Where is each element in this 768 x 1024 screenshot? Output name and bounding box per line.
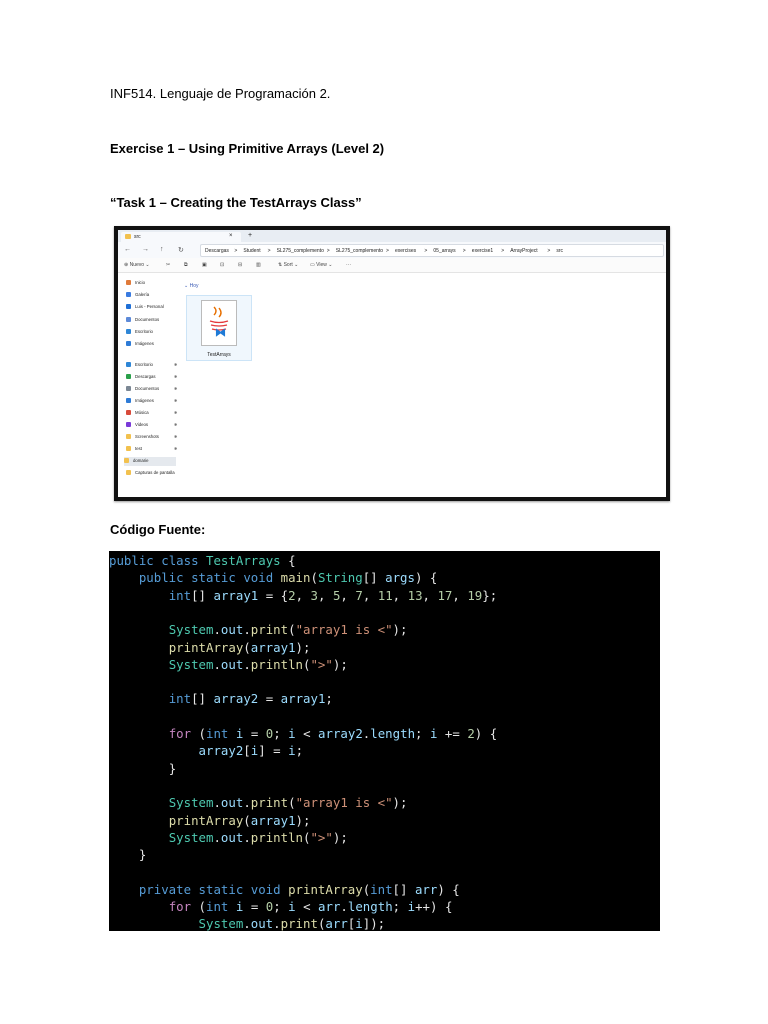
breadcrumb-item[interactable]: exercise1 (471, 248, 494, 254)
pictures-icon (126, 398, 131, 403)
address-bar (118, 242, 666, 258)
folder-icon (126, 434, 131, 439)
sidebar-item[interactable] (126, 328, 178, 337)
forward-icon[interactable]: → (142, 246, 149, 253)
sidebar-item-label: Escritorio (135, 329, 153, 334)
code-line: printArray(array1); (168, 812, 311, 828)
sidebar-item-label: Imágenes (135, 398, 154, 403)
sort-label: Sort (283, 262, 293, 268)
view-button[interactable]: ▭ View ⌄ (310, 262, 333, 268)
share-icon[interactable]: ⊟ (238, 262, 243, 268)
source-code-block (109, 551, 660, 931)
sidebar-item[interactable] (126, 316, 178, 325)
file-item[interactable] (186, 295, 252, 361)
pin-icon: ✱ (174, 434, 178, 439)
sidebar-item[interactable] (126, 469, 178, 478)
view-label: View (316, 262, 327, 268)
breadcrumb-item[interactable]: SL275_complemento (276, 248, 324, 254)
code-heading: Código Fuente: (110, 522, 206, 537)
tab-label: src (134, 234, 141, 240)
vscode-icon: ⧓ (215, 327, 226, 339)
sidebar-item[interactable] (126, 421, 178, 430)
file-explorer-window (118, 230, 666, 497)
chevron-right-icon: > (424, 248, 428, 254)
up-icon[interactable]: ↑ (160, 246, 164, 253)
code-line: public class TestArrays { (109, 553, 296, 568)
sidebar-item[interactable] (126, 340, 178, 349)
code-line: int[] array2 = array1; (168, 691, 333, 707)
code-line: System.out.print(arr[i]); (198, 916, 386, 931)
sidebar-item-label: Escritorio (135, 362, 153, 367)
course-line: INF514. Lenguaje de Programación 2. (110, 86, 331, 101)
code-line: for (int i = 0; i < arr.length; i++) { (168, 899, 453, 914)
chevron-right-icon: > (462, 248, 466, 254)
sidebar-item[interactable] (124, 457, 176, 466)
task-heading: “Task 1 – Creating the TestArrays Class” (110, 195, 362, 210)
navigation-pane (118, 273, 180, 497)
chevron-right-icon: > (547, 248, 551, 254)
code-line: public static void main(String[] args) { (138, 570, 438, 586)
pin-icon: ✱ (174, 446, 178, 451)
sidebar-item-label: test (135, 446, 142, 451)
rename-icon[interactable]: ⊡ (220, 262, 225, 268)
sidebar-item[interactable] (126, 433, 178, 442)
new-label: Nuevo (129, 262, 145, 268)
sidebar-item[interactable] (126, 303, 178, 312)
pin-icon: ✱ (174, 422, 178, 427)
delete-icon[interactable]: ▥ (256, 262, 261, 268)
desktop-icon (126, 329, 131, 334)
paste-icon[interactable]: ▣ (202, 262, 207, 268)
chevron-right-icon: > (386, 248, 389, 254)
sidebar-item[interactable] (126, 445, 178, 454)
chevron-right-icon: > (234, 248, 238, 254)
breadcrumb-item[interactable]: Student (243, 248, 261, 254)
music-icon (126, 410, 131, 415)
pin-icon: ✱ (174, 362, 178, 367)
new-button[interactable]: ⊕ Nuevo ⌄ (124, 262, 150, 268)
breadcrumb-item[interactable]: SL275_complemento (335, 248, 384, 254)
sidebar-item[interactable] (126, 385, 178, 394)
explorer-screenshot (114, 226, 670, 501)
folder-icon (125, 234, 131, 239)
sidebar-item-label: Inicio (135, 280, 146, 285)
breadcrumb-item[interactable]: src (556, 248, 564, 254)
sidebar-item-label: Galería (135, 292, 150, 297)
folder-icon (124, 458, 129, 463)
pictures-icon (126, 341, 131, 346)
breadcrumb-item[interactable]: ArrayProject (510, 248, 538, 254)
code-line: System.out.print("array1 is <"); (168, 622, 408, 638)
tab-bar (118, 230, 666, 242)
chevron-right-icon: > (501, 248, 505, 254)
sidebar-item[interactable] (126, 279, 178, 288)
sidebar-item[interactable] (126, 361, 178, 370)
breadcrumb[interactable] (200, 244, 664, 257)
back-icon[interactable]: ← (124, 246, 131, 253)
sidebar-item-label: Música (135, 410, 149, 415)
breadcrumb-item[interactable]: exercises (395, 248, 417, 254)
tab-src[interactable] (121, 232, 241, 242)
new-tab-icon[interactable]: + (248, 232, 253, 239)
sidebar-item[interactable] (126, 397, 178, 406)
pin-icon: ✱ (174, 386, 178, 391)
command-bar (118, 258, 666, 273)
sidebar-item-label: Imágenes (135, 341, 154, 346)
gallery-icon (126, 292, 131, 297)
download-icon (126, 374, 131, 379)
sidebar-item-label: Documentos (135, 317, 160, 322)
code-line: System.out.println(">"); (168, 829, 348, 845)
sidebar-item[interactable] (126, 291, 178, 300)
breadcrumb-item[interactable]: Descargas (205, 248, 229, 254)
sidebar-item-label: Luis - Personal (135, 304, 164, 309)
pin-icon: ✱ (174, 398, 178, 403)
cloud-icon (126, 304, 131, 309)
video-icon (126, 422, 131, 427)
code-line: array2[i] = i; (198, 743, 304, 759)
sidebar-item-label: domarie (133, 458, 149, 463)
more-button[interactable]: ··· (346, 262, 351, 268)
refresh-icon[interactable]: ↻ (178, 247, 184, 254)
desktop-icon (126, 362, 131, 367)
code-line: for (int i = 0; i < array2.length; i += 2) { (168, 726, 498, 741)
group-label: Hoy (189, 283, 199, 289)
sidebar-item-label: Videos (135, 422, 149, 427)
code-line: int[] array1 = {2, 3, 5, 7, 11, 13, 17, 19}; (168, 587, 498, 603)
pin-icon: ✱ (174, 410, 178, 415)
chevron-right-icon: > (326, 248, 330, 254)
code-line: } (168, 760, 177, 776)
code-line: } (138, 847, 147, 863)
breadcrumb-item[interactable]: 05_arrays (433, 248, 456, 254)
sidebar-item-label: Documentos (135, 386, 160, 391)
exercise-heading: Exercise 1 – Using Primitive Arrays (Level 2) (110, 141, 385, 156)
sidebar-item[interactable] (126, 373, 178, 382)
chevron-right-icon: > (267, 248, 271, 254)
group-header[interactable]: ⌄ Hoy (184, 283, 199, 289)
document-icon (126, 317, 131, 322)
file-list (180, 273, 666, 497)
document-icon (126, 386, 131, 391)
sidebar-item[interactable] (126, 409, 178, 418)
sidebar-item-label: Capturas de pantalla (135, 470, 175, 475)
code-line: System.out.print("array1 is <"); (168, 795, 408, 811)
pin-icon: ✱ (174, 374, 178, 379)
sidebar-item-label: Screenshots (135, 434, 159, 439)
folder-icon (126, 470, 131, 475)
java-file-icon (201, 300, 237, 346)
code-line: printArray(array1); (168, 639, 311, 655)
file-name: TestArrays (207, 352, 231, 358)
copy-icon[interactable]: ⧉ (184, 262, 188, 268)
sidebar-item-label: Descargas (135, 374, 156, 379)
sort-button[interactable]: ⇅ Sort ⌄ (278, 262, 299, 268)
code-line: private static void printArray(int[] arr) { (138, 881, 460, 897)
folder-icon (126, 446, 131, 451)
home-icon (126, 280, 131, 285)
close-icon[interactable]: × (229, 233, 233, 239)
code-line: System.out.println(">"); (168, 656, 348, 672)
cut-icon[interactable]: ✂ (166, 262, 171, 268)
